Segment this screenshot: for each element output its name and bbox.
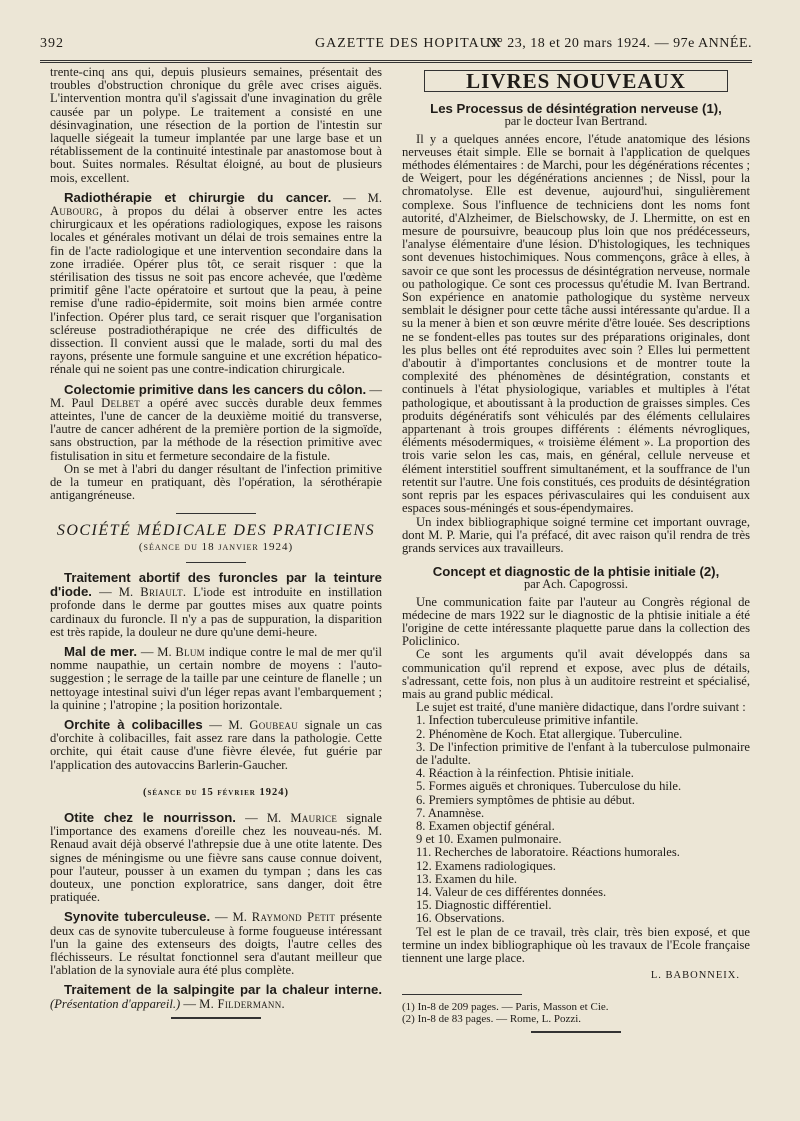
article-title: Traitement abortif des furoncles par la teinture d'iode. [50,569,382,600]
article-author: Maurice [290,810,338,825]
article-text: signale l'importance des examens d'oreille chez les nouveau-nés. M. Renaud avait déjà observé l'athrepsie due à une otite latente. Des signes de méningisme ou une fièvre sans cause connue doivent, pour l'auteur, pousser à un examen du tympan ; dans les cas douteux, une ponction exploratrice, sans danger, doit être pratiquée. [50,810,383,905]
article-traitement-abortif: Traitement abortif des furoncles par la teinture d'iode. — M. Briault. L'iode est introduite en instillation profonde dans le derme par gouttes mises aux quatre points cardinaux du furoncle. Il n'y a pas de suppuration, la disparition est très rapide, la douleur ne dure qu'une demi-heure. [50,569,382,639]
list-item: 4. Réaction à la réinfection. Phtisie initiale. [416,766,634,781]
article-author: Goubeau [249,717,299,732]
separator-rule [176,513,256,514]
article-title: Mal de mer. [64,643,138,659]
end-ornament [531,1031,621,1033]
page-header [40,36,752,56]
issue-info: N° 23, 18 et 20 mars 1924. — 97e ANNÉE. [486,36,752,51]
outline-list [402,714,750,925]
article-title: Radiothérapie et chirurgie du cancer. [64,189,332,205]
book-title: Concept et diagnostic de la phtisie initiale (2), [432,564,720,580]
book-review-text: Tel est le plan de ce travail, très clair, très bien exposé, et que termine un index bibliographique où les travaux de l'Ecole française tiennent une large place. [402,924,750,965]
article-title: Otite chez le nourrisson. [64,809,236,825]
book-author: par le docteur Ivan Bertrand. [504,114,648,129]
list-item: 5. Formes aiguës et chroniques. Tuberculose du hile. [416,779,682,794]
book-review-text: Une communication faite par l'auteur au Congrès régional de médecine de mars 1922 sur le diagnostic de la phtisie initiale a été l'origine de cette intéressante plaquette parue dans la collection des Policlinico. [402,594,750,649]
list-item: 9 et 10. Examen pulmonaire. [416,832,562,847]
article-title: Colectomie primitive dans les cancers du côlon. [64,381,367,397]
list-item: 3. De l'infection primitive de l'enfant à la tuberculose pulmonaire de l'adulte. [416,739,750,767]
article-note: (Présentation d'appareil.) [50,996,181,1011]
list-item: 1. Infection tuberculeuse primitive infantile. [416,713,639,728]
list-item: 14. Valeur de ces différentes données. [416,884,607,899]
list-item: 7. Anamnèse. [416,805,485,820]
society-seance: (séance du 18 janvier 1924) [138,540,294,553]
article-synovite: Synovite tuberculeuse. — M. Raymond Petit présente deux cas de synovite tuberculeuse à forme fougueuse intéressant l'un la gaine des extenseurs des doigts, l'autre celles des fléchisseurs. Le résultat fonctionnel sera d'autant meilleur que l'ablation de la synoviale aura été plus complète. [50,909,383,978]
livres-nouveaux-heading: LIVRES NOUVEAUX [424,70,728,92]
list-item: 6. Premiers symptômes de phtisie au début. [416,792,635,807]
article-text: présente deux cas de synovite tuberculeuse à forme fougueuse intéressant l'un la gaine des extenseurs des doigts, l'autre celles des fléchisseurs. Le résultat fonctionnel sera d'autant meilleur que l'ablation de la synoviale aura été plus complète. [50,910,383,978]
article-text: a opéré avec succès durable deux femmes atteintes, l'une de cancer de la deuxième moitié du transverse, l'autre de cancer adhérent de la première portion de la sigmoïde, sans obstruction, par la méthode de la résection primitive avec fistulisation in situ et fermeture secondaire de la fistule. [50,395,382,463]
article-orchite: Orchite à colibacilles — M. Goubeau signale un cas d'orchite à colibacilles, fait assez rare dans la pathologie. Cette orchite, qui était cause d'une fièvre élevée, fut guérie par l'application des autovaccins Barlerin-Gaucher. [50,716,382,772]
list-item: 13. Examen du hile. [416,871,518,886]
review-signature: L. BABONNEIX. [650,970,740,982]
footnote: (2) In-8 de 83 pages. — Rome, L. Pozzi. [402,1013,582,1026]
article-text: signale un cas d'orchite à colibacilles, fait assez rare dans la pathologie. Cette orchite, qui était cause d'une fièvre élevée, fut guérie par l'application des autovaccins Barlerin-Gaucher. [50,717,382,772]
book-title: Les Processus de désintégration nerveuse (1), [430,101,722,117]
article-author: Raymond Petit [251,910,336,925]
article-mal-de-mer: Mal de mer. — M. Blum indique contre le mal de mer qu'il nomme naupathie, un certain nombre de moyens : l'auto-suggestion ; le serrage de la taille par une ceinture de flanelle ; un nettoyage intestinal suivi d'un léger repas avant l'embarquement ; la quinine ; l'atropine ; la position horizontale. [50,643,382,712]
header-rule [40,60,752,63]
article-text: indique contre le mal de mer qu'il nomme naupathie, un certain nombre de moyens : l'auto-suggestion ; le serrage de la taille par une ceinture de flanelle ; un nettoyage intestinal suivi d'un léger repas avant l'embarquement ; la quinine ; l'atropine ; la position horizontale. [50,644,382,712]
book-review-text: Un index bibliographique soigné termine cet important ouvrage, dont M. P. Marie, qui l'a préfacé, dit avec raison qu'il rendra de très grands services aux travailleurs. [402,514,750,555]
list-item: 15. Diagnostic différentiel. [416,898,552,913]
article-text: L'iode est introduite en instillation profonde dans le derme par gouttes mises aux quatre points cardinaux du furoncle. Il n'y a pas de suppuration, la disparition est très rapide, la douleur ne dure qu'une demi-heure. [50,585,382,639]
article-title: Orchite à colibacilles [64,716,203,732]
list-item: 11. Recherches de laboratoire. Réactions humorales. [416,845,680,860]
article-salpingite: Traitement de la salpingite par la chaleur interne. (Présentation d'appareil.) — M. Fildermann. [50,982,382,1011]
list-item: 12. Examens radiologiques. [416,858,556,873]
footnote-rule [402,994,522,995]
article-radiotherapie: Radiothérapie et chirurgie du cancer. — M. Aubourg, à propos du délai à observer entre les actes chirurgicaux et les opérations radiologiques, expose les raisons locales et générales motivant un délai de trois semaines entre la fin de l'acte radiologique et une intervention secondaire dans la zone irradiée. Opérer plus tôt, ce serait risquer : que la stérilisation des tissus ne soit pas encore achevée, que l'œdème primitif gêne l'acte opératoire et surtout que la peau, à peine remise d'une radio-épidermite, soit moins bien armée contre l'infection. Opérer plus tard, ce serait risquer que l'organisation scléreuse postradiothérapique ne crée des difficultés de dissection. Il convient aussi que le malade, sorti du mal des rayons, présente une formule sanguine et une excrétion hépatico-rénale qui ne soient pas une contre-indication chirurgicale. [50,189,382,377]
page-number: 392 [40,36,64,51]
separator-rule [186,562,246,563]
article-author: Blum [175,644,205,659]
book-review-text: Le sujet est traité, d'une manière didactique, dans l'ordre suivant : [416,700,746,715]
book-review-text: Ce sont les arguments qu'il avait développés dans sa communication qu'il reprend et expose, avec plus de détails, s'adressant, cette fois, non plus à un auditoire restreint et spécialisé, mais au grand public médical. [402,647,750,701]
article-text: propos du délai à observer entre les actes chirurgicaux et les opérations radiologiques, expose les raisons locales et générales motivant un délai de trois semaines entre la fin de l'acte radiologique et une intervention secondaire dans la zone irradiée. Opérer plus tôt, ce serait risquer : que la stérilisation des tissus ne soit pas encore achevée, que l'œdème primitif gêne l'acte opératoire et surtout que la peau, à peine remise d'une radio-épidermite, soit moins bien armée contre l'infection. Opérer plus tard, ce serait risquer que l'organisation scléreuse postradiothérapique ne crée des difficultés de dissection. Il convient aussi que le malade, sorti du mal des rayons, présente une formule sanguine et une excrétion hépatico-rénale qui ne soient pas une contre-indication chirurgicale. [50,204,382,377]
end-ornament [171,1017,261,1019]
article-author: Aubourg [50,204,100,219]
list-item: 2. Phénomène de Koch. Etat allergique. Tuberculine. [416,726,683,741]
article-author: Delbet [101,395,141,410]
society-title: SOCIÉTÉ MÉDICALE DES PRATICIENS [56,521,376,539]
footnote: (1) In-8 de 209 pages. — Paris, Masson et Cie. [402,1001,609,1014]
article-title: Traitement de la salpingite par la chaleur interne. [64,982,382,998]
list-item: 16. Observations. [416,911,505,926]
continued-paragraph: trente-cinq ans qui, depuis plusieurs semaines, présentait des troubles d'obstruction chronique du grêle avec crises aiguës. L'intervention montra qu'il s'agissait d'une invagination du grêle causée par un polype. Le traitement a consisté en une désinvagination, une résection de la portion de l'intestin sur laquelle siégeait la tumeur implantée par une large base et un rétablissement de la continuité intestinale par anastomose bout à bout. Suites normales. Résultat éloigné, au bout de plusieurs mois, excellent. [50,65,382,185]
article-colectomie: Colectomie primitive dans les cancers du côlon. — M. Paul Delbet a opéré avec succès durable deux femmes atteintes, l'une de cancer de la deuxième moitié du transverse, l'autre de cancer adhérent de la première portion de la sigmoïde, sans obstruction, par la méthode de la résection primitive avec fistulisation in situ et fermeture secondaire de la fistule. [50,381,382,463]
article-otite: Otite chez le nourrisson. — M. Maurice signale l'importance des examens d'oreille chez les nouveau-nés. M. Renaud avait déjà observé l'athrepsie due à une otite latente. Des signes de méningisme ou une fièvre sans cause connue doivent, pour l'auteur, pousser à un examen du tympan ; dans les cas douteux, une ponction exploratrice, sans danger, doit être pratiquée. [50,809,383,905]
book-review-text: Il y a quelques années encore, l'étude anatomique des lésions nerveuses était simple. Elle se bornait à l'application de quelques méthodes élémentaires : de Marchi, pour les dégénérations récentes ; de Weigert, pour les dégénérations anciennes ; de Nissl, pour la chromatolyse. Elle est devenue, aujourd'hui, singulièrement complexe. Sous l'influence de techniciens dont les noms font autorité, d'Alzheimer, de Bielschowsky, de J. Lhermitte, on est en mesure de poursuivre, beaucoup plus loin que nos prédécesseurs, l'analyse élémentaire d'une lésion. D'histologiques, les techniques sont devenues histochimiques. Nous commençons, grâce à elles, à savoir ce que sont les processus de désintégration nerveuse, normale ou pathologique. Ce sont ces processus qu'étudie M. Ivan Bertrand. Son expérience en anatomie pathologique du système nerveux semblait le désigner pour cette tâche aussi intéressante qu'ardue. Il a su la mener à bien et son œuvre mérite d'être louée. Ses descriptions ne se fondent-elles pas toutes sur des préparations originales, dont les plus belles ont été reproduites avec soin ? Elles lui permettent d'aboutir à d'importantes conclusions et de montrer toute la complexité des phénomènes de désintégration, constants et continuels à l'état physiologique, variables et multiples à l'état pathologique, et aboutissant à la production de graisses simples. Ces produits dégénératifs sont véhiculés par des éléments cellulaires appartenant à trois groupes différents : éléments névrogliques, éléments mésodermiques, « troisième élément ». La proportion des trois varie selon les cas, mais, en général, cellule nerveuse et élément interstitiel souffrent simultanément, et la souffrance de l'un retentit sur l'autre. Une fois constitués, ces produits de désintégration sont repris par les espaces périvasculaires qui les conduisent aux espaces sous-méningés et sous-épendymaires. [402,131,750,516]
list-item: 8. Examen objectif général. [416,818,555,833]
left-column [50,66,382,1019]
seance-date: (séance du 15 février 1924) [142,786,289,798]
article-title: Synovite tuberculeuse. [64,909,211,925]
journal-title: GAZETTE DES HOPITAUX [315,36,502,51]
article-text-continued: On se met à l'abri du danger résultant de l'infection primitive de la tumeur en pratiquant, dès l'opération, la sérothérapie antigangréneuse. [50,461,382,503]
right-column [402,66,750,1033]
article-author: M. Fildermann. [199,996,285,1011]
book-author: par Ach. Capogrossi. [524,577,628,592]
article-author: Briault [140,585,183,600]
